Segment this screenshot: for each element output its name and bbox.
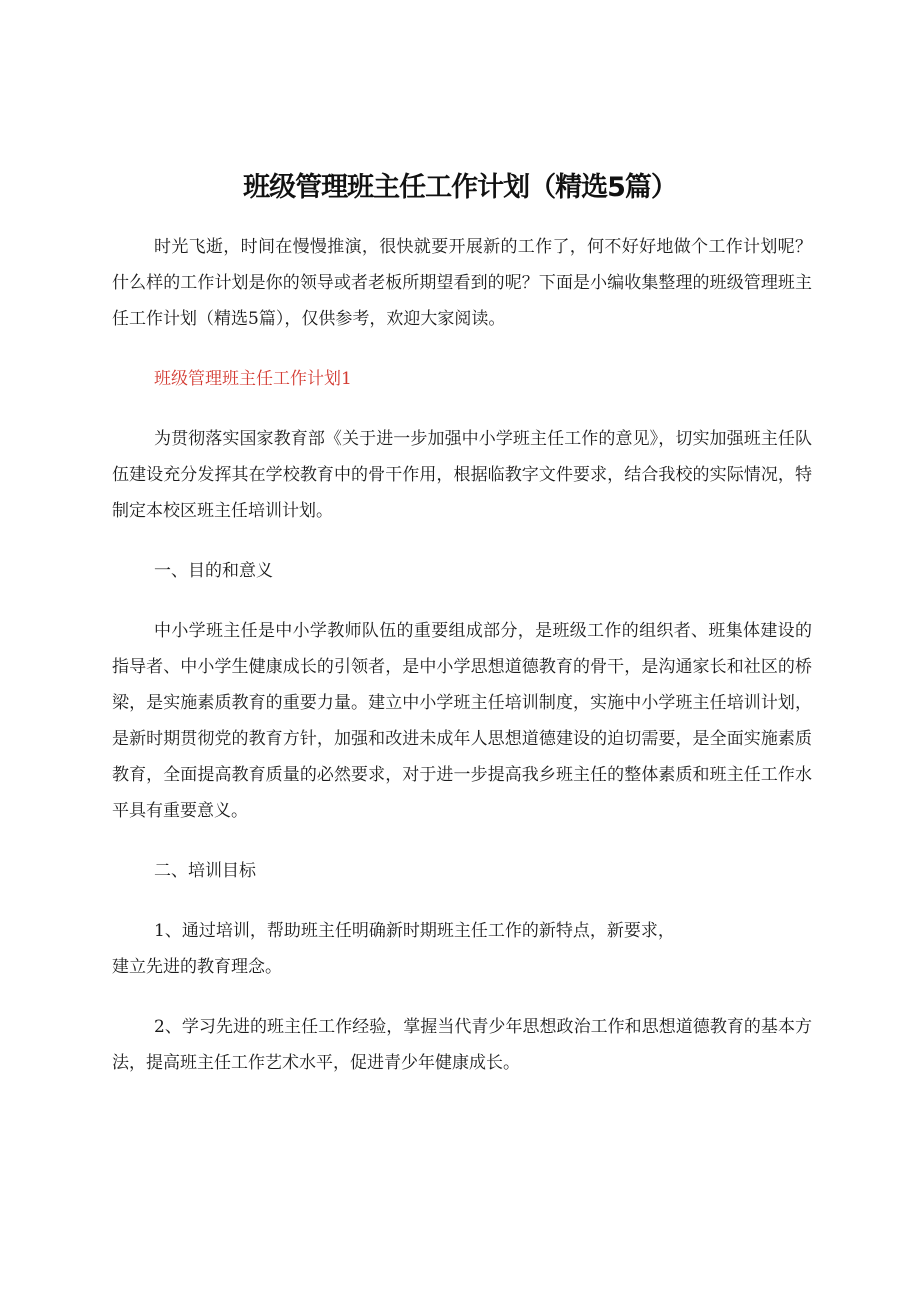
training-goal-item-2: 2、学习先进的班主任工作经验，掌握当代青少年思想政治工作和思想道德教育的基本方法，提高班主任工作艺术水平，促进青少年健康成长。 xyxy=(112,1017,812,1073)
training-goal-item-1-line-1: 1、通过培训，帮助班主任明确新时期班主任工作的新特点，新要求， xyxy=(154,921,675,941)
training-goal-item-1 xyxy=(112,913,812,985)
intro-paragraph: 时光飞逝，时间在慢慢推演，很快就要开展新的工作了，何不好好地做个工作计划呢？什么样的工作计划是你的领导或者老板所期望看到的呢？下面是小编收集整理的班级管理班主任工作计划（精选5篇），仅供参考，欢迎大家阅读。 xyxy=(112,237,812,329)
document-body xyxy=(112,229,812,1105)
section-title: 班级管理班主任工作计划1 xyxy=(154,369,352,389)
paragraph-significance: 中小学班主任是中小学教师队伍的重要组成部分，是班级工作的组织者、班集体建设的指导者、中小学生健康成长的引领者，是中小学思想道德教育的骨干，是沟通家长和社区的桥梁，是实施素质教育的重要力量。建立中小学班主任培训制度，实施中小学班主任培训计划，是新时期贯彻党的教育方针，加强和改进未成年人思想道德建设的迫切需要，是全面实施素质教育，全面提高教育质量的必然要求，对于进一步提高我乡班主任的整体素质和班主任工作水平具有重要意义。 xyxy=(112,621,812,821)
heading-training-goals: 二、培训目标 xyxy=(154,861,256,881)
heading-purpose-significance: 一、目的和意义 xyxy=(154,561,273,581)
paragraph-purpose: 为贯彻落实国家教育部《关于进一步加强中小学班主任工作的意见》，切实加强班主任队伍建设充分发挥其在学校教育中的骨干作用，根据临教字文件要求，结合我校的实际情况，特制定本校区班主任培训计划。 xyxy=(112,429,812,521)
document-title: 班级管理班主任工作计划（精选5篇） xyxy=(243,172,677,203)
training-goal-item-1-line-2: 建立先进的教育理念。 xyxy=(112,957,282,977)
